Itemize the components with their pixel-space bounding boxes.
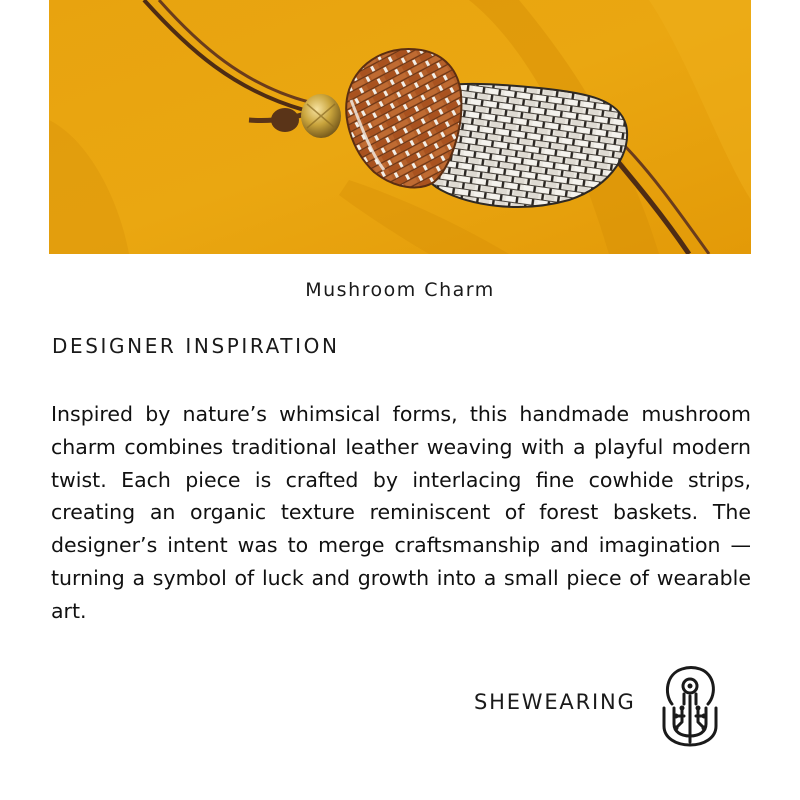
designer-inspiration-text: Inspired by nature’s whimsical forms, this handmade mushroom charm combines traditional leather weaving with a playful modern twist. Each piece is crafted by interlacing fine cowhide strips, creating an organic texture reminiscent of forest baskets. The designer’s intent was to merge craftsmanship and imagination — turning a symbol of luck and growth into a small piece of wearable art.	[51, 402, 751, 623]
product-photo	[49, 0, 751, 254]
circuit-shield-logo-icon	[658, 664, 722, 748]
mushroom-charm-image	[49, 0, 751, 254]
brand-name: SHEWEARING	[474, 690, 636, 714]
product-caption: Mushroom Charm	[305, 279, 495, 301]
section-heading: DESIGNER INSPIRATION	[52, 334, 340, 358]
